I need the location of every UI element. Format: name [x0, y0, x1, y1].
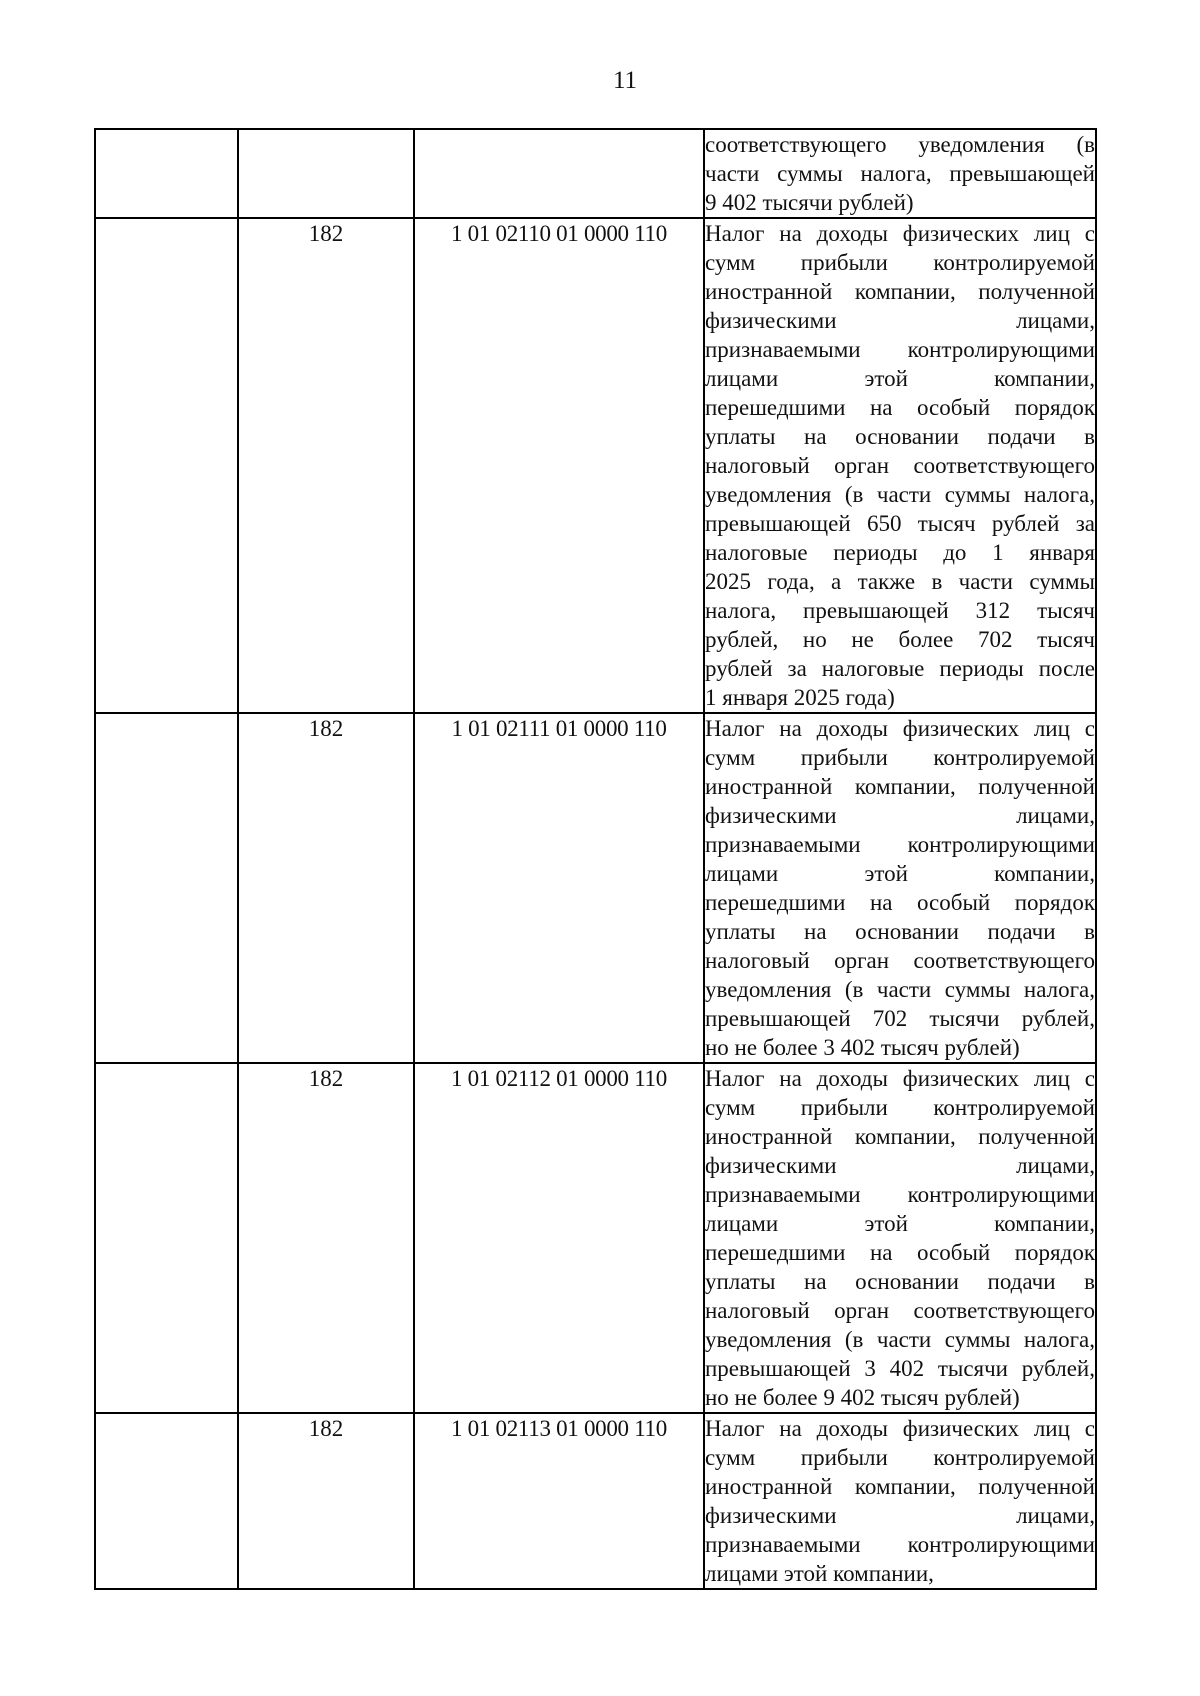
description-line: 2025 года, а также в части суммы	[705, 569, 1095, 594]
description-line: рублей, но не более 702 тысяч	[705, 627, 1095, 652]
table-row	[95, 218, 1096, 713]
description-line: уведомления (в части суммы налога,	[705, 1327, 1095, 1352]
table-row	[95, 713, 1096, 1063]
description-line: перешедшими на особый порядок	[705, 395, 1095, 420]
description-line: налога, превышающей 312 тысяч	[705, 598, 1095, 623]
description-line: налоговые периоды до 1 января	[705, 540, 1095, 565]
description-line: но не более 9 402 тысяч рублей)	[705, 1385, 1020, 1410]
description-line: физическими лицами,	[705, 1153, 1095, 1178]
description-line: признаваемыми контролирующими	[705, 1182, 1095, 1207]
revenue-codes-table	[94, 128, 1097, 1590]
description-line: налоговый орган соответствующего	[705, 453, 1095, 478]
row-blank-cell	[95, 129, 238, 218]
table-row	[95, 129, 1096, 218]
description-line: налоговый орган соответствующего	[705, 1298, 1095, 1323]
description-line: части суммы налога, превышающей	[705, 161, 1095, 186]
description-line: лицами этой компании,	[705, 1561, 934, 1586]
description-line: Налог на доходы физических лиц с	[705, 1066, 1095, 1091]
revenue-description-cell	[704, 713, 1096, 1063]
description-line: налоговый орган соответствующего	[705, 948, 1095, 973]
description-line: физическими лицами,	[705, 1503, 1095, 1528]
description-line: признаваемыми контролирующими	[705, 832, 1095, 857]
description-line: рублей за налоговые периоды после	[705, 656, 1095, 681]
description-line: 1 января 2025 года)	[705, 685, 895, 710]
description-line: превышающей 702 тысячи рублей,	[705, 1006, 1095, 1031]
description-line: сумм прибыли контролируемой	[705, 1445, 1095, 1470]
description-line: иностранной компании, полученной	[705, 774, 1095, 799]
description-line: иностранной компании, полученной	[705, 1474, 1095, 1499]
description-line: перешедшими на особый порядок	[705, 890, 1095, 915]
budget-classification-code-cell: 1 01 02111 01 0000 110	[414, 713, 704, 1063]
description-line: уплаты на основании подачи в	[705, 424, 1095, 449]
description-line: перешедшими на особый порядок	[705, 1240, 1095, 1265]
row-blank-cell	[95, 713, 238, 1063]
description-line: лицами этой компании,	[705, 366, 1095, 391]
description-line: сумм прибыли контролируемой	[705, 250, 1095, 275]
revenue-description-cell	[704, 1063, 1096, 1413]
budget-classification-code-cell	[414, 129, 704, 218]
description-line: иностранной компании, полученной	[705, 279, 1095, 304]
description-line: Налог на доходы физических лиц с	[705, 716, 1095, 741]
revenue-description-cell	[704, 218, 1096, 713]
administrator-code-cell: 182	[238, 713, 414, 1063]
description-line: физическими лицами,	[705, 803, 1095, 828]
page-number: 11	[612, 67, 638, 94]
description-line: уведомления (в части суммы налога,	[705, 977, 1095, 1002]
revenue-description-cell	[704, 1413, 1096, 1589]
description-line: превышающей 3 402 тысячи рублей,	[705, 1356, 1095, 1381]
description-line: Налог на доходы физических лиц с	[705, 221, 1095, 246]
table-body	[95, 129, 1096, 1589]
budget-classification-code-cell: 1 01 02110 01 0000 110	[414, 218, 704, 713]
administrator-code-cell: 182	[238, 1413, 414, 1589]
budget-classification-code-cell: 1 01 02113 01 0000 110	[414, 1413, 704, 1589]
description-line: Налог на доходы физических лиц с	[705, 1416, 1095, 1441]
description-line: иностранной компании, полученной	[705, 1124, 1095, 1149]
description-line: уплаты на основании подачи в	[705, 1269, 1095, 1294]
row-blank-cell	[95, 1413, 238, 1589]
budget-classification-code-cell: 1 01 02112 01 0000 110	[414, 1063, 704, 1413]
administrator-code-cell	[238, 129, 414, 218]
description-line: уведомления (в части суммы налога,	[705, 482, 1095, 507]
description-line: превышающей 650 тысяч рублей за	[705, 511, 1095, 536]
description-line: уплаты на основании подачи в	[705, 919, 1095, 944]
row-blank-cell	[95, 218, 238, 713]
description-line: физическими лицами,	[705, 308, 1095, 333]
description-line: признаваемыми контролирующими	[705, 1532, 1095, 1557]
description-line: признаваемыми контролирующими	[705, 337, 1095, 362]
table-row	[95, 1413, 1096, 1589]
description-line: но не более 3 402 тысяч рублей)	[705, 1035, 1020, 1060]
row-blank-cell	[95, 1063, 238, 1413]
table-row	[95, 1063, 1096, 1413]
description-line: лицами этой компании,	[705, 1211, 1095, 1236]
description-line: 9 402 тысячи рублей)	[705, 190, 914, 215]
description-line: сумм прибыли контролируемой	[705, 1095, 1095, 1120]
administrator-code-cell: 182	[238, 1063, 414, 1413]
description-line: лицами этой компании,	[705, 861, 1095, 886]
administrator-code-cell: 182	[238, 218, 414, 713]
description-line: соответствующего уведомления (в	[705, 132, 1095, 157]
revenue-description-cell	[704, 129, 1096, 218]
description-line: сумм прибыли контролируемой	[705, 745, 1095, 770]
